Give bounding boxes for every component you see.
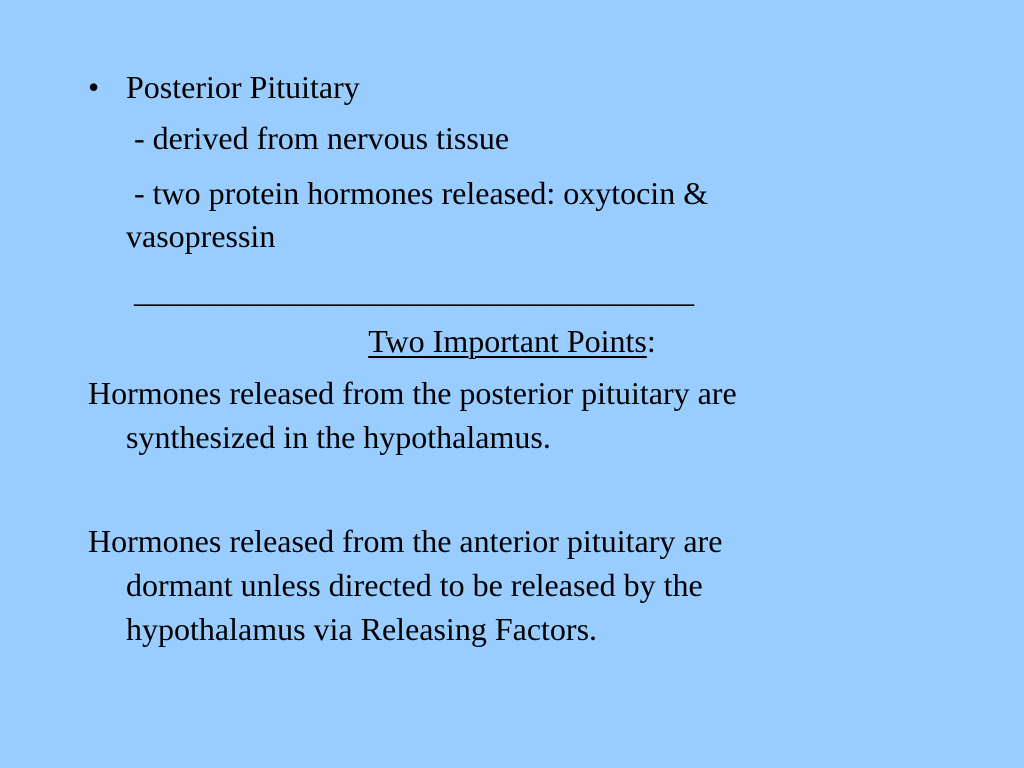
sub-item-protein-hormones: - two protein hormones released: oxytocin &: [126, 175, 709, 211]
points-heading: [0, 318, 1024, 364]
points-heading-label: Two Important Points: [368, 323, 647, 359]
paragraph-2-line-2: dormant unless directed to be released by the: [126, 567, 703, 603]
bullet-title: Posterior Pituitary: [126, 69, 360, 105]
bullet-dot-icon: •: [88, 69, 100, 105]
sub-item-protein-hormones-cont: vasopressin: [126, 218, 276, 254]
points-heading-suffix: :: [646, 323, 656, 359]
paragraph-1-line-2: synthesized in the hypothalamus.: [126, 419, 551, 455]
sub-item-nervous-tissue: - derived from nervous tissue: [126, 120, 510, 156]
paragraph-2-line-3: hypothalamus via Releasing Factors.: [126, 611, 598, 647]
paragraph-1-line-1: Hormones released from the posterior pituitary are: [88, 375, 737, 411]
paragraph-2-line-1: Hormones released from the anterior pituitary are: [88, 523, 723, 559]
divider-line: ___________________________________: [134, 273, 694, 309]
